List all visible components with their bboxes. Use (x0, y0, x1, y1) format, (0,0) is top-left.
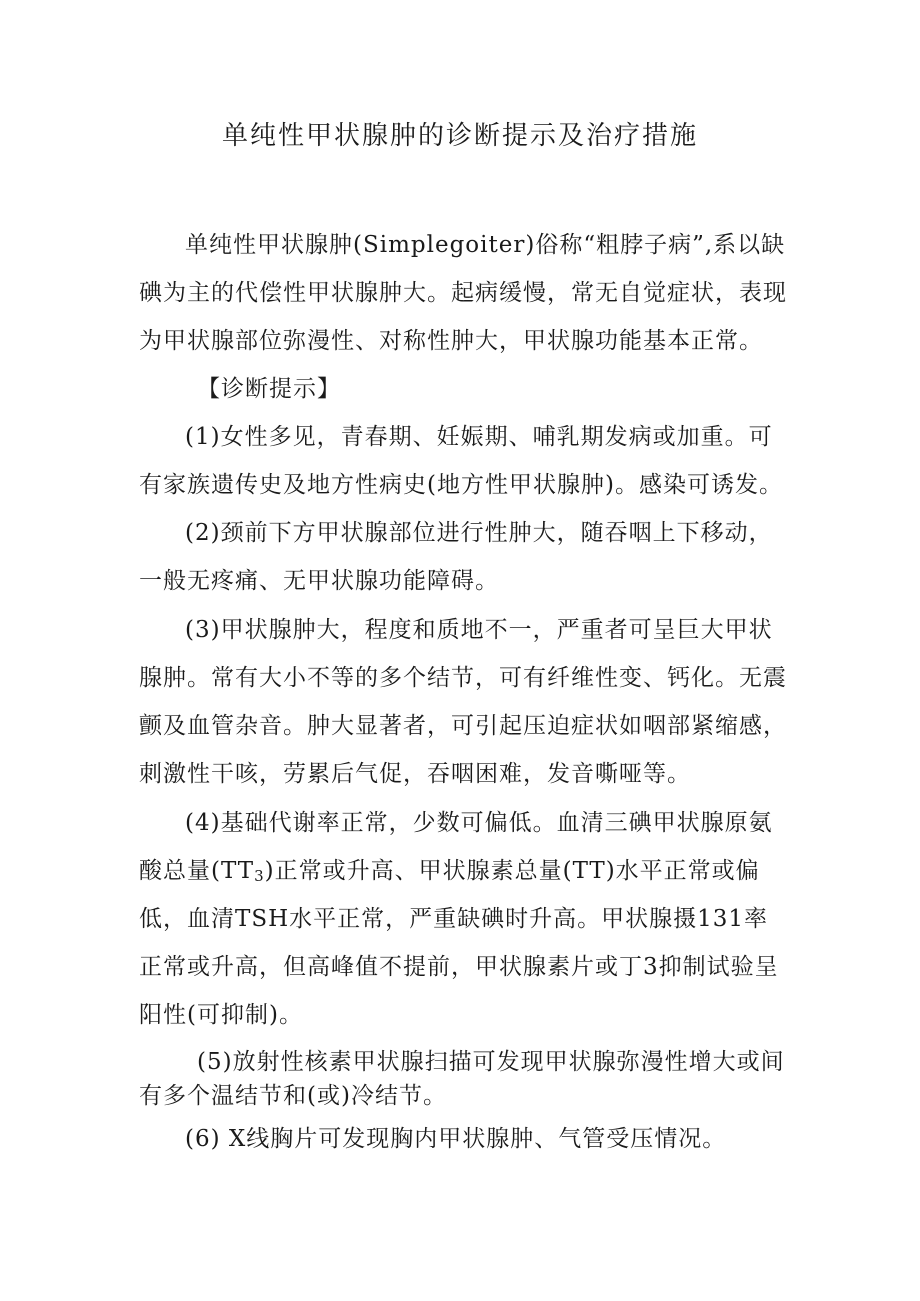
diagnosis-item-1: (1)女性多见，青春期、妊娠期、哺乳期发病或加重。可有家族遗传史及地方性病史(地方性甲状腺肿)。感染可诱发。 (139, 424, 783, 498)
diagnosis-item-5: (5)放射性核素甲状腺扫描可发现甲状腺弥漫性增大或间有多个温结节和(或)冷结节。 (139, 1049, 785, 1109)
diagnosis-item-3: (3)甲状腺肿大，程度和质地不一，严重者可呈巨大甲状腺肿。常有大小不等的多个结节，可有纤维性变、钙化。无震颤及血管杂音。肿大显著者，可引起压迫症状如咽部紧缩感，刺激性干咳，劳累后气促，吞咽困难，发音嘶哑等。 (139, 617, 787, 787)
list-item (139, 509, 787, 605)
list-item (139, 799, 787, 1039)
intro-paragraph (139, 221, 787, 365)
diagnosis-item-4-part1: (4)基础代谢率正常，少数可偏低。血清三碘甲状腺原氨酸总量(TT (139, 810, 773, 884)
section-heading: 【诊断提示】 (197, 376, 341, 402)
list-item (139, 1045, 787, 1113)
diagnosis-item-4 (139, 799, 787, 1039)
list-item (139, 606, 787, 798)
list-item (139, 413, 787, 509)
list-item (139, 1115, 787, 1163)
intro-text: 单纯性甲状腺肿(Simplegoiter)俗称“粗脖子病”,系以缺碘为主的代偿性甲状腺肿大。起病缓慢，常无自觉症状，表现为甲状腺部位弥漫性、对称性肿大，甲状腺功能基本正常。 (139, 232, 787, 354)
diagnosis-item-6: (6) X线胸片可发现胸内甲状腺肿、气管受压情况。 (185, 1126, 727, 1152)
page-title: 单纯性甲状腺肿的诊断提示及治疗措施 (221, 121, 698, 151)
diagnosis-item-4-subscript: 3 (254, 867, 265, 885)
diagnosis-item-4-part2: )正常或升高、甲状腺素总量(TT)水平正常或偏低，血清TSH水平正常，严重缺碘时升高。甲状腺摄131率正常或升高，但高峰值不提前，甲状腺素片或丁3抑制试验呈阳性(可抑制)。 (139, 858, 779, 1028)
diagnosis-item-2: (2)颈前下方甲状腺部位进行性肿大，随吞咽上下移动，一般无疼痛、无甲状腺功能障碍。 (139, 520, 773, 594)
section-heading-block (139, 365, 787, 413)
